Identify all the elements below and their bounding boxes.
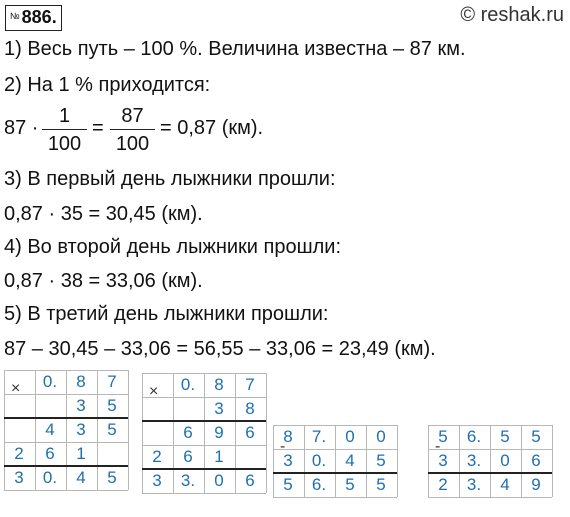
digit-cell: 3 [283,451,293,470]
digit-cell: 8 [214,375,224,394]
step-3-text: 3) В первый день лыжники прошли: [4,168,336,190]
eq-lead: 87 · [4,117,39,139]
digit-cell: 0 [345,427,355,446]
digit-cell: 0 [376,427,386,446]
exercise-number-badge [5,5,62,31]
grid-hline [142,493,266,494]
digit-cell: 5 [107,396,117,415]
digit-cell: 5 [107,420,117,439]
fraction-2-numerator: 87 [121,105,144,127]
digit-cell: 6 [45,444,55,463]
digit-cell: 4 [345,451,355,470]
digit-cell: 8 [245,399,255,418]
digit-cell: 6 [183,423,193,442]
digit-cell [235,445,265,469]
fraction-1-numerator: 1 [58,105,71,127]
digit-cell: 3 [438,451,448,470]
digit-cell: 5 [107,468,117,487]
digit-cell: 6 [531,451,541,470]
digit-cell: 0 [214,471,224,490]
column-calc-multiply-38 [142,373,266,493]
digit-cell: 4 [45,420,55,439]
grid-hline [4,490,128,491]
digit-cell: 1 [76,444,86,463]
digit-cell: 6 [245,423,255,442]
digit-cell [4,418,34,442]
digit-cell: 0. [42,372,58,391]
digit-cell: 6. [466,427,482,446]
digit-cell: 9 [531,475,541,494]
digit-cell: 2 [438,475,448,494]
digit-cell [35,394,65,418]
digit-cell [173,397,203,421]
fraction-1-denominator: 100 [47,133,82,155]
fraction-87-over-100 [110,104,155,156]
step-2-text: 2) На 1 % приходится: [4,74,211,96]
digit-cell: 5 [376,451,386,470]
digit-cell [142,373,172,397]
multiply-sign: × [11,380,21,397]
digit-cell: 6. [311,475,327,494]
step-3-calc: 0,87 · 35 = 30,45 (км). [4,203,203,225]
step-4-calc: 0,87 · 38 = 33,06 (км). [4,270,203,292]
fraction-1-bar [42,129,87,130]
digit-cell: 0. [180,375,196,394]
digit-cell: 0. [311,451,327,470]
minus-sign: - [280,438,286,455]
digit-cell: 2 [14,444,24,463]
grid-vline [266,373,267,493]
fraction-1-over-100 [42,104,87,156]
digit-cell: 5 [438,427,448,446]
step-5-text: 5) В третий день лыжники прошли: [4,303,329,325]
digit-cell: 3 [152,471,162,490]
column-calc-subtract-1 [273,425,397,497]
digit-cell: 7. [311,427,327,446]
column-calc-multiply-35 [4,370,128,490]
digit-cell: 6 [245,471,255,490]
eq-result: = 0,87 (км). [160,117,264,139]
digit-cell: 3. [180,471,196,490]
digit-cell: 3. [466,451,482,470]
digit-cell: 0 [500,451,510,470]
step-4-text: 4) Во второй день лыжники прошли: [4,236,342,258]
digit-cell: 7 [245,375,255,394]
grid-vline [552,425,553,497]
digit-cell: 7 [107,372,117,391]
digit-cell [4,394,34,418]
grid-vline [397,425,398,497]
digit-cell: 1 [214,447,224,466]
digit-cell: 6 [183,447,193,466]
digit-cell: 8 [283,427,293,446]
digit-cell [142,397,172,421]
digit-cell: 9 [214,423,224,442]
grid-hline [428,497,552,498]
step-1-text: 1) Весь путь – 100 %. Величина известна – 87 км. [4,38,466,60]
digit-cell: 3 [76,396,86,415]
digit-cell: 4 [76,468,86,487]
multiply-sign: × [149,383,159,400]
digit-cell: 5 [531,427,541,446]
digit-cell: 3 [214,399,224,418]
digit-cell [142,421,172,445]
exercise-number: 886. [21,7,57,27]
site-watermark: © reshak.ru [460,4,564,26]
minus-sign: - [435,438,441,455]
digit-cell: 5 [376,475,386,494]
digit-cell: 5 [283,475,293,494]
digit-cell: 3 [76,420,86,439]
number-sign: № [10,11,20,21]
eq-equals: = [92,117,104,139]
digit-cell [97,442,127,466]
column-calc-subtract-2 [428,425,552,497]
digit-cell: 4 [500,475,510,494]
step-5-calc: 87 – 30,45 – 33,06 = 56,55 – 33,06 = 23,49 (км). [4,338,436,360]
digit-cell: 5 [500,427,510,446]
fraction-2-bar [110,129,155,130]
digit-cell: 3. [466,475,482,494]
digit-cell: 0. [42,468,58,487]
digit-cell: 2 [152,447,162,466]
digit-cell: 3 [14,468,24,487]
digit-cell [4,370,34,394]
digit-cell: 5 [345,475,355,494]
grid-vline [128,370,129,490]
grid-hline [273,497,397,498]
digit-cell: 8 [76,372,86,391]
fraction-2-denominator: 100 [115,133,150,155]
